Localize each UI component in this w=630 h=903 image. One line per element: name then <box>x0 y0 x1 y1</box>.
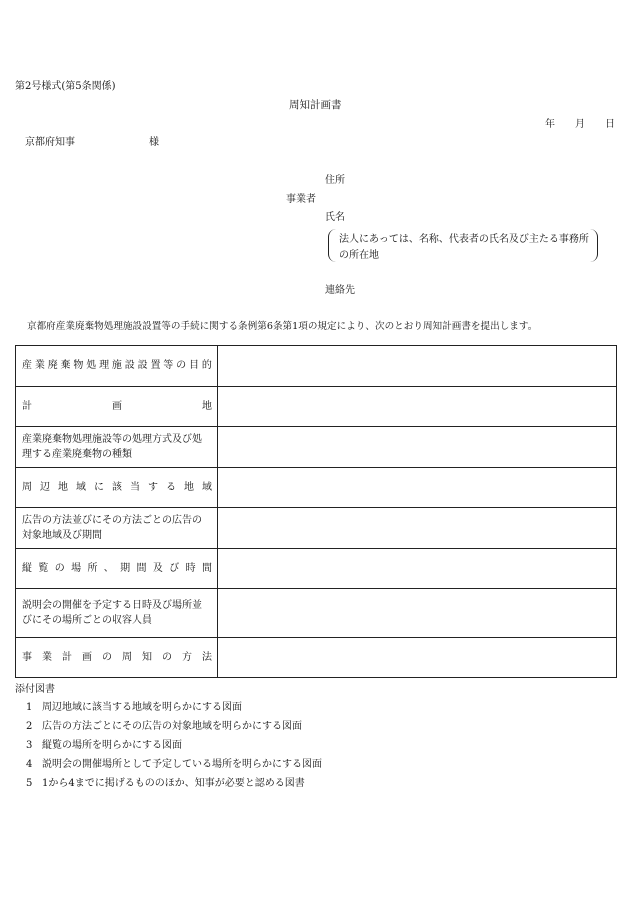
label-char: 地 <box>184 481 194 493</box>
label-char: 業 <box>42 651 52 663</box>
corporate-note: 法人にあっては、名称、代表者の氏名及び主たる事務所の所在地 <box>328 229 598 262</box>
label-char: の <box>162 651 172 663</box>
row-label <box>16 387 218 427</box>
label-char: 物 <box>73 360 84 371</box>
label-char: す <box>148 481 158 493</box>
row-label <box>16 346 218 387</box>
table-row <box>16 508 617 549</box>
label-char: 域 <box>76 481 86 493</box>
attachments-title: 添付図書 <box>15 684 55 695</box>
attachment-number: 3 <box>26 740 33 751</box>
label-char: 地 <box>202 400 212 412</box>
table-row <box>16 638 617 678</box>
table-row <box>16 589 617 638</box>
attachment-text: 1から4までに掲げるもののほか、知事が必要と認める図書 <box>42 778 305 789</box>
attachment-number: 1 <box>26 702 33 713</box>
row-label <box>16 549 218 589</box>
row-label-text: 説明会の開催を予定する日時及び場所並びにその場所ごとの収容人員 <box>22 600 202 626</box>
operator-label: 事業者 <box>286 194 316 205</box>
table-row <box>16 346 617 387</box>
intro-text: 京都府産業廃棄物処理施設設置等の手続に関する条例第6条第1項の規定により、次のとおり周知計画書を提出します。 <box>27 321 538 332</box>
label-char: 計 <box>22 400 32 412</box>
label-char: 法 <box>202 651 212 663</box>
row-label-text: 広告の方法並びにその方法ごとの広告の対象地域及び期間 <box>22 515 202 541</box>
label-char: 廃 <box>47 360 58 371</box>
row-value-field[interactable] <box>218 638 617 678</box>
label-char: 辺 <box>40 481 50 493</box>
label-char: 産 <box>22 360 32 371</box>
label-char: 間 <box>201 562 212 574</box>
label-char: 知 <box>142 651 152 663</box>
label-char: 間 <box>136 562 147 574</box>
row-value-field[interactable] <box>218 346 617 387</box>
label-char: る <box>166 481 176 493</box>
label-char: 周 <box>22 481 32 493</box>
table-row <box>16 468 617 508</box>
label-char: 計 <box>62 651 72 663</box>
attachment-number: 5 <box>26 778 33 789</box>
form-table <box>15 345 617 678</box>
table-row <box>16 387 617 427</box>
label-char: の <box>102 651 112 663</box>
document-title: 周知計画書 <box>289 99 342 111</box>
label-char: 施 <box>111 360 122 371</box>
addressee <box>25 138 159 148</box>
attachment-number: 2 <box>26 721 33 732</box>
row-label <box>16 508 218 549</box>
label-char: 当 <box>130 481 140 493</box>
label-spread-purpose <box>22 361 212 371</box>
attachment-item <box>26 703 242 713</box>
label-char: に <box>94 481 104 493</box>
date-line <box>545 120 615 130</box>
label-char: 置 <box>150 360 161 371</box>
label-char: 画 <box>112 400 122 412</box>
table-row <box>16 549 617 589</box>
label-char: 処 <box>86 360 97 371</box>
date-day-label: 日 <box>605 119 615 130</box>
label-char: 縦 <box>22 562 32 574</box>
attachment-text: 説明会の開催場所として予定している場所を明らかにする図面 <box>42 759 322 770</box>
label-char: 周 <box>122 651 132 663</box>
label-char: 該 <box>112 481 122 493</box>
label-char: 地 <box>58 481 68 493</box>
date-year-label: 年 <box>545 119 555 130</box>
label-char: 等 <box>163 360 174 371</box>
label-char: 方 <box>182 651 192 663</box>
row-value-field[interactable] <box>218 589 617 638</box>
label-char: 場 <box>71 562 82 574</box>
label-spread-inspection <box>22 564 212 574</box>
label-char: 目 <box>188 360 199 371</box>
label-char: 画 <box>82 651 92 663</box>
label-char: 的 <box>201 360 212 371</box>
label-char: 設 <box>124 360 135 371</box>
attachment-text: 広告の方法ごとにその広告の対象地域を明らかにする図面 <box>42 721 302 732</box>
label-char: 域 <box>202 481 212 493</box>
address-label: 住所 <box>325 175 345 186</box>
label-char: の <box>176 360 187 371</box>
row-label-text: 産業廃棄物処理施設等の処理方式及び処理する産業廃棄物の種類 <box>22 434 202 460</box>
addressee-name: 京都府知事 <box>25 137 75 148</box>
attachment-text: 周辺地域に該当する地域を明らかにする図面 <box>42 702 242 713</box>
label-char: の <box>54 562 65 574</box>
form-number: 第2号様式(第5条関係) <box>15 81 116 92</box>
attachment-item <box>26 741 182 751</box>
label-spread-site <box>22 402 212 412</box>
attachment-item <box>26 722 302 732</box>
label-char: 時 <box>185 562 196 574</box>
row-label <box>16 589 218 638</box>
row-value-field[interactable] <box>218 427 617 468</box>
attachment-item <box>26 760 322 770</box>
row-value-field[interactable] <box>218 387 617 427</box>
label-char: 棄 <box>60 360 71 371</box>
label-char: 設 <box>137 360 148 371</box>
table-row <box>16 427 617 468</box>
label-char: び <box>169 562 180 574</box>
label-char: 理 <box>99 360 110 371</box>
attachment-item <box>26 779 305 789</box>
label-char: 業 <box>34 360 45 371</box>
row-value-field[interactable] <box>218 468 617 508</box>
name-label: 氏名 <box>325 212 345 223</box>
attachment-text: 縦覧の場所を明らかにする図面 <box>42 740 182 751</box>
contact-label: 連絡先 <box>325 285 355 296</box>
row-label <box>16 638 218 678</box>
attachment-number: 4 <box>26 759 33 770</box>
label-char: 所 <box>87 562 98 574</box>
date-month-label: 月 <box>575 119 585 130</box>
row-label <box>16 427 218 468</box>
row-value-field[interactable] <box>218 549 617 589</box>
row-label <box>16 468 218 508</box>
label-spread-method <box>22 653 212 663</box>
label-char: 及 <box>152 562 163 574</box>
label-spread-area <box>22 483 212 493</box>
row-value-field[interactable] <box>218 508 617 549</box>
label-char: 覧 <box>38 562 49 574</box>
label-char: 事 <box>22 651 32 663</box>
addressee-suffix: 様 <box>149 137 159 148</box>
label-char: 、 <box>103 562 114 574</box>
label-char: 期 <box>120 562 131 574</box>
